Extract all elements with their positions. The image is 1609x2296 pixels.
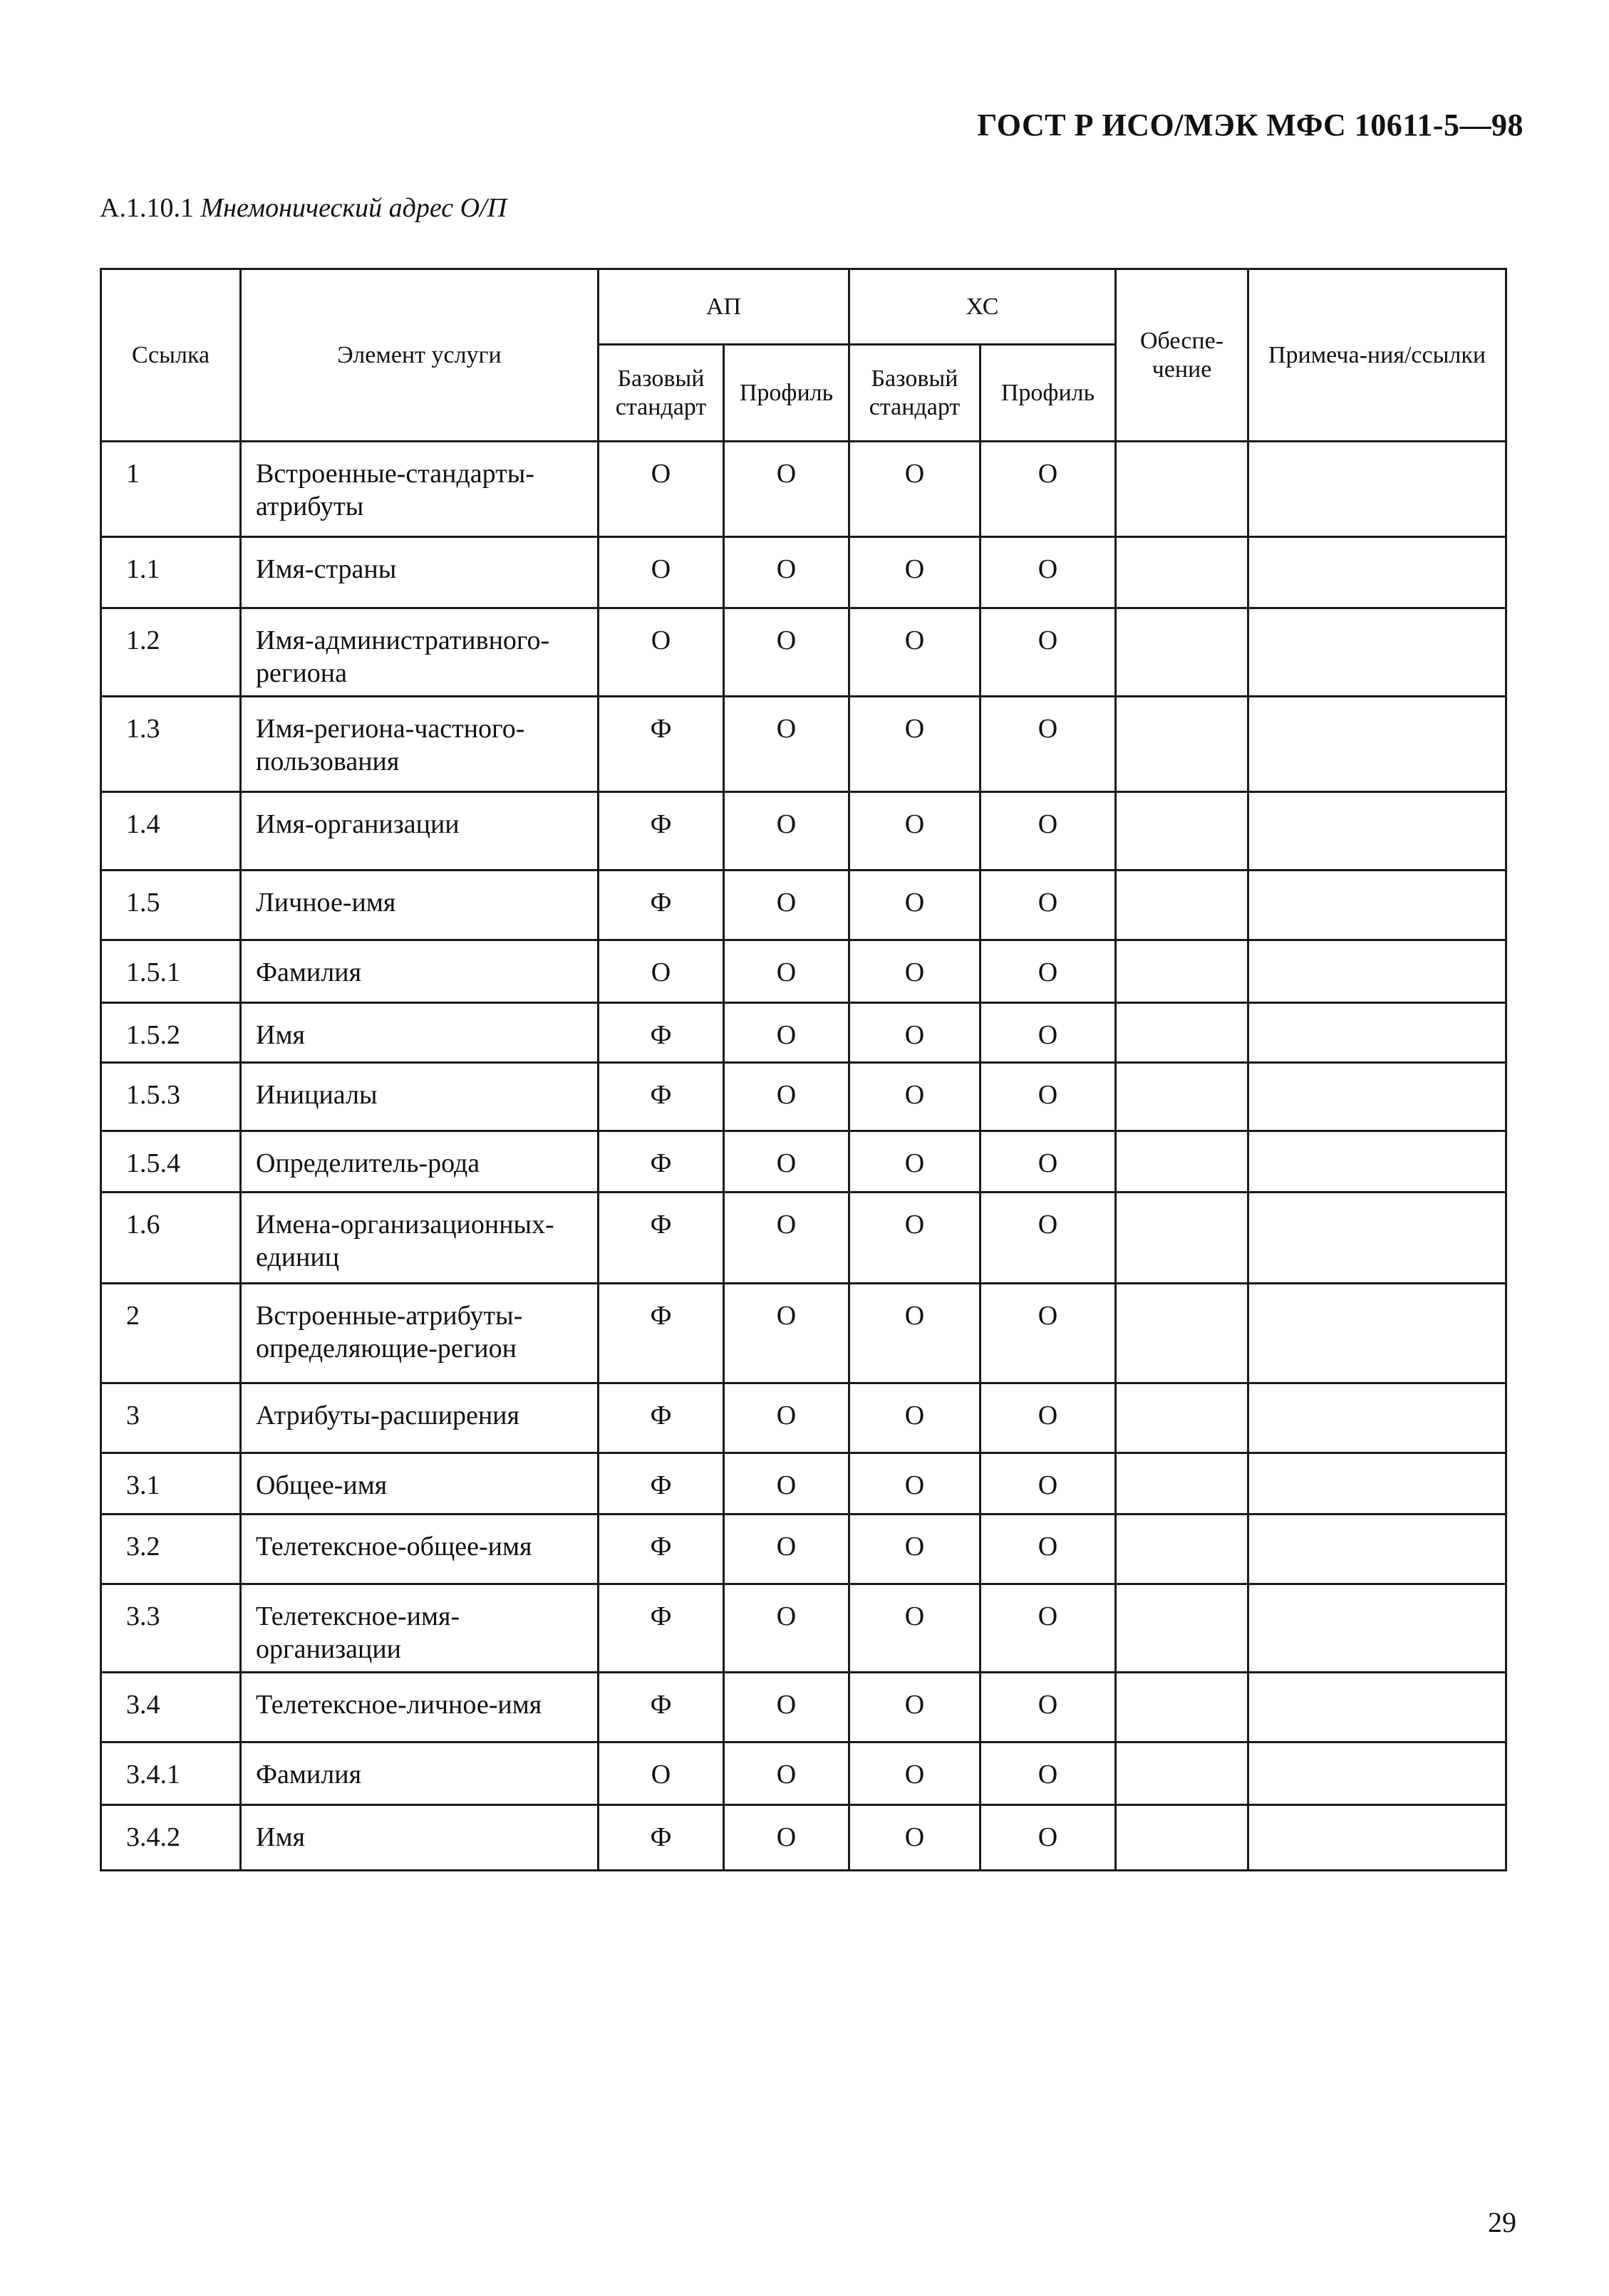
cell-ref: 3.2 <box>101 1515 241 1584</box>
cell-ref: 1.5.4 <box>101 1131 241 1193</box>
table-row <box>101 537 1506 608</box>
cell-ap-base: О <box>599 537 724 608</box>
cell-xc-base: О <box>849 940 981 1003</box>
cell-ref: 3.1 <box>101 1453 241 1515</box>
cell-ap-base: Ф <box>599 1453 724 1515</box>
table-row <box>101 697 1506 792</box>
cell-ap-profile: О <box>724 1742 849 1805</box>
table-row <box>101 1673 1506 1742</box>
cell-support <box>1116 1584 1248 1673</box>
cell-xc-profile: О <box>981 1063 1116 1131</box>
table-row <box>101 1515 1506 1584</box>
cell-ref: 1.5 <box>101 871 241 940</box>
cell-support <box>1116 940 1248 1003</box>
cell-notes <box>1248 1515 1506 1584</box>
cell-ref: 1.4 <box>101 792 241 871</box>
cell-xc-profile: О <box>981 1515 1116 1584</box>
cell-element: Имя <box>241 1805 599 1871</box>
cell-ref: 1.2 <box>101 608 241 697</box>
cell-xc-profile: О <box>981 697 1116 792</box>
cell-support <box>1116 1284 1248 1383</box>
table-row <box>101 1742 1506 1805</box>
table-row <box>101 940 1506 1003</box>
cell-xc-profile: О <box>981 1193 1116 1284</box>
header-ap-profile: Профиль <box>724 345 849 442</box>
cell-xc-profile: О <box>981 1453 1116 1515</box>
cell-ap-base: О <box>599 608 724 697</box>
table-row <box>101 1805 1506 1871</box>
conformance-table <box>100 268 1507 1871</box>
cell-ap-base: О <box>599 442 724 537</box>
cell-notes <box>1248 1284 1506 1383</box>
header-xc-base: Базовый стандарт <box>849 345 981 442</box>
cell-notes <box>1248 1131 1506 1193</box>
page-number: 29 <box>1488 2206 1516 2238</box>
cell-ap-profile: О <box>724 1453 849 1515</box>
cell-xc-profile: О <box>981 608 1116 697</box>
table-row <box>101 1003 1506 1063</box>
cell-support <box>1116 608 1248 697</box>
cell-ref: 1.6 <box>101 1193 241 1284</box>
cell-element: Инициалы <box>241 1063 599 1131</box>
cell-support <box>1116 697 1248 792</box>
table-row <box>101 608 1506 697</box>
cell-support <box>1116 1742 1248 1805</box>
cell-ap-profile: О <box>724 608 849 697</box>
cell-support <box>1116 792 1248 871</box>
cell-xc-profile: О <box>981 940 1116 1003</box>
cell-xc-profile: О <box>981 1383 1116 1453</box>
table-row <box>101 1284 1506 1383</box>
cell-element: Имя-страны <box>241 537 599 608</box>
header-element: Элемент услуги <box>241 269 599 442</box>
header-ref: Ссылка <box>101 269 241 442</box>
cell-ap-profile: О <box>724 792 849 871</box>
cell-xc-base: О <box>849 1284 981 1383</box>
cell-ref: 1.5.1 <box>101 940 241 1003</box>
cell-xc-base: О <box>849 1453 981 1515</box>
cell-notes <box>1248 792 1506 871</box>
cell-xc-profile: О <box>981 1284 1116 1383</box>
cell-support <box>1116 1805 1248 1871</box>
cell-ap-base: Ф <box>599 1805 724 1871</box>
cell-notes <box>1248 442 1506 537</box>
cell-element: Встроенные-стандарты-атрибуты <box>241 442 599 537</box>
cell-element: Имя-административного-региона <box>241 608 599 697</box>
section-name: Мнемонический адрес О/П <box>200 193 507 223</box>
cell-ap-profile: О <box>724 697 849 792</box>
table-row <box>101 792 1506 871</box>
table-row <box>101 1383 1506 1453</box>
cell-ap-profile: О <box>724 1673 849 1742</box>
cell-element: Фамилия <box>241 1742 599 1805</box>
header-support: Обеспе-чение <box>1116 269 1248 442</box>
cell-xc-base: О <box>849 871 981 940</box>
cell-ap-base: Ф <box>599 792 724 871</box>
table-row <box>101 1453 1506 1515</box>
cell-support <box>1116 1453 1248 1515</box>
cell-ap-profile: О <box>724 871 849 940</box>
cell-xc-base: О <box>849 537 981 608</box>
cell-notes <box>1248 1453 1506 1515</box>
cell-ref: 3.4 <box>101 1673 241 1742</box>
cell-xc-base: О <box>849 1673 981 1742</box>
cell-element: Имя-организации <box>241 792 599 871</box>
cell-ap-base: Ф <box>599 1131 724 1193</box>
cell-xc-base: О <box>849 1742 981 1805</box>
cell-support <box>1116 1063 1248 1131</box>
table-row <box>101 442 1506 537</box>
cell-xc-base: О <box>849 1515 981 1584</box>
cell-element: Встроенные-атрибуты-определяющие-регион <box>241 1284 599 1383</box>
cell-element: Атрибуты-расширения <box>241 1383 599 1453</box>
cell-ap-base: О <box>599 940 724 1003</box>
cell-ref: 1.3 <box>101 697 241 792</box>
cell-ap-profile: О <box>724 442 849 537</box>
cell-support <box>1116 442 1248 537</box>
cell-ref: 1.5.3 <box>101 1063 241 1131</box>
cell-ap-base: Ф <box>599 1284 724 1383</box>
cell-notes <box>1248 940 1506 1003</box>
cell-ap-profile: О <box>724 1515 849 1584</box>
cell-notes <box>1248 1063 1506 1131</box>
cell-ap-base: Ф <box>599 697 724 792</box>
cell-element: Телетексное-общее-имя <box>241 1515 599 1584</box>
cell-element: Имена-организационных-единиц <box>241 1193 599 1284</box>
cell-ref: 3 <box>101 1383 241 1453</box>
cell-ap-base: Ф <box>599 1515 724 1584</box>
cell-ap-profile: О <box>724 1805 849 1871</box>
cell-element: Имя-региона-частного-пользования <box>241 697 599 792</box>
cell-ap-base: Ф <box>599 1673 724 1742</box>
cell-notes <box>1248 871 1506 940</box>
cell-ap-base: Ф <box>599 1584 724 1673</box>
cell-support <box>1116 1515 1248 1584</box>
table-row <box>101 1193 1506 1284</box>
cell-support <box>1116 537 1248 608</box>
cell-notes <box>1248 1193 1506 1284</box>
cell-element: Имя <box>241 1003 599 1063</box>
cell-ref: 1.5.2 <box>101 1003 241 1063</box>
cell-ap-base: О <box>599 1742 724 1805</box>
cell-ap-profile: О <box>724 1584 849 1673</box>
cell-element: Определитель-рода <box>241 1131 599 1193</box>
cell-xc-profile: О <box>981 442 1116 537</box>
cell-element: Фамилия <box>241 940 599 1003</box>
cell-ap-profile: О <box>724 1003 849 1063</box>
section-title <box>100 192 507 224</box>
cell-notes <box>1248 1805 1506 1871</box>
cell-ref: 1.1 <box>101 537 241 608</box>
cell-xc-base: О <box>849 1383 981 1453</box>
cell-notes <box>1248 1003 1506 1063</box>
cell-ref: 3.4.2 <box>101 1805 241 1871</box>
cell-xc-base: О <box>849 1805 981 1871</box>
document-code: ГОСТ Р ИСО/МЭК МФС 10611-5—98 <box>977 108 1523 142</box>
table-row <box>101 1063 1506 1131</box>
cell-support <box>1116 1003 1248 1063</box>
cell-support <box>1116 1673 1248 1742</box>
cell-ap-base: Ф <box>599 1063 724 1131</box>
cell-ref: 3.4.1 <box>101 1742 241 1805</box>
cell-support <box>1116 1383 1248 1453</box>
cell-xc-profile: О <box>981 1584 1116 1673</box>
cell-xc-profile: О <box>981 871 1116 940</box>
cell-xc-base: О <box>849 1584 981 1673</box>
cell-notes <box>1248 1673 1506 1742</box>
cell-xc-base: О <box>849 792 981 871</box>
cell-ref: 1 <box>101 442 241 537</box>
cell-support <box>1116 871 1248 940</box>
cell-xc-profile: О <box>981 1673 1116 1742</box>
table-row <box>101 871 1506 940</box>
cell-xc-profile: О <box>981 1003 1116 1063</box>
cell-xc-base: О <box>849 442 981 537</box>
cell-ap-profile: О <box>724 1131 849 1193</box>
table-row <box>101 1584 1506 1673</box>
cell-notes <box>1248 608 1506 697</box>
cell-ap-base: Ф <box>599 1383 724 1453</box>
header-xc-profile: Профиль <box>981 345 1116 442</box>
cell-xc-profile: О <box>981 1742 1116 1805</box>
cell-notes <box>1248 1584 1506 1673</box>
cell-ap-profile: О <box>724 1063 849 1131</box>
cell-ap-profile: О <box>724 940 849 1003</box>
section-number: А.1.10.1 <box>100 193 194 223</box>
cell-notes <box>1248 1383 1506 1453</box>
cell-element: Телетексное-имя-организации <box>241 1584 599 1673</box>
cell-ref: 3.3 <box>101 1584 241 1673</box>
cell-element: Телетексное-личное-имя <box>241 1673 599 1742</box>
header-ap-base: Базовый стандарт <box>599 345 724 442</box>
header-ap: АП <box>599 269 849 345</box>
cell-xc-base: О <box>849 697 981 792</box>
cell-ap-profile: О <box>724 1284 849 1383</box>
cell-ref: 2 <box>101 1284 241 1383</box>
cell-ap-profile: О <box>724 1383 849 1453</box>
cell-element: Общее-имя <box>241 1453 599 1515</box>
header-xc: ХС <box>849 269 1116 345</box>
cell-xc-base: О <box>849 1193 981 1284</box>
cell-ap-base: Ф <box>599 871 724 940</box>
cell-ap-base: Ф <box>599 1193 724 1284</box>
cell-support <box>1116 1193 1248 1284</box>
cell-element: Личное-имя <box>241 871 599 940</box>
cell-xc-base: О <box>849 1131 981 1193</box>
cell-xc-profile: О <box>981 792 1116 871</box>
cell-xc-base: О <box>849 1063 981 1131</box>
table-row <box>101 1131 1506 1193</box>
cell-xc-base: О <box>849 608 981 697</box>
cell-xc-profile: О <box>981 1131 1116 1193</box>
cell-support <box>1116 1131 1248 1193</box>
cell-xc-profile: О <box>981 537 1116 608</box>
header-notes: Примеча-ния/ссылки <box>1248 269 1506 442</box>
cell-xc-profile: О <box>981 1805 1116 1871</box>
cell-ap-profile: О <box>724 1193 849 1284</box>
table-body <box>101 442 1506 1871</box>
cell-xc-base: О <box>849 1003 981 1063</box>
cell-notes <box>1248 1742 1506 1805</box>
cell-notes <box>1248 697 1506 792</box>
cell-ap-profile: О <box>724 537 849 608</box>
cell-ap-base: Ф <box>599 1003 724 1063</box>
cell-notes <box>1248 537 1506 608</box>
